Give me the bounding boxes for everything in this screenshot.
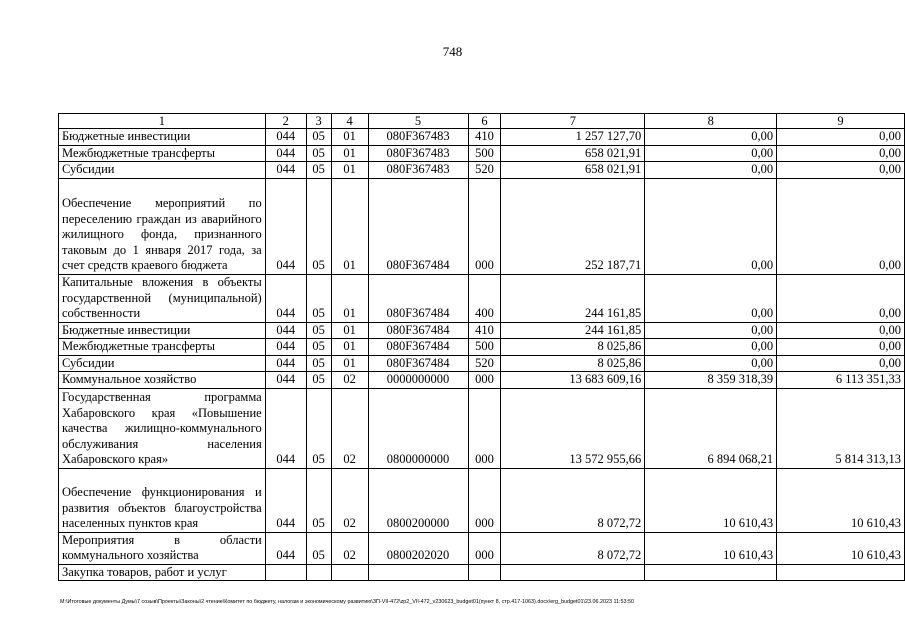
table-row (59, 372, 905, 389)
amount-2025-cell: 0,00 (777, 339, 905, 356)
row-name-cell: Государственная программа Хабаровского края «Повышение качества жилищно-коммунального обслуживания населения Хабаровского края» (59, 388, 266, 468)
target-article-cell: 0000000000 (368, 372, 468, 389)
ministry-code-cell: 044 (265, 178, 306, 274)
amount-2023-cell: 13 572 955,66 (501, 388, 645, 468)
expense-type-cell: 000 (468, 468, 501, 532)
section-cell: 05 (306, 372, 331, 389)
header-cell: 1 (59, 114, 266, 129)
expense-type-cell: 000 (468, 532, 501, 564)
target-article-cell: 080F367484 (368, 274, 468, 322)
expense-type-cell: 520 (468, 162, 501, 179)
expense-type-cell: 000 (468, 178, 501, 274)
amount-2025-cell: 0,00 (777, 178, 905, 274)
expense-type-cell: 520 (468, 355, 501, 372)
amount-2025-cell: 0,00 (777, 274, 905, 322)
subsection-cell: 01 (331, 145, 368, 162)
amount-2024-cell: 0,00 (645, 162, 777, 179)
amount-2023-cell (501, 564, 645, 581)
subsection-cell: 01 (331, 129, 368, 146)
table-header (59, 114, 905, 129)
amount-2023-cell: 244 161,85 (501, 322, 645, 339)
subsection-cell: 01 (331, 322, 368, 339)
section-cell: 05 (306, 355, 331, 372)
target-article-cell: 0800202020 (368, 532, 468, 564)
amount-2024-cell: 0,00 (645, 145, 777, 162)
amount-2023-cell: 8 025,86 (501, 355, 645, 372)
expense-type-cell (468, 564, 501, 581)
amount-2024-cell: 6 894 068,21 (645, 388, 777, 468)
ministry-code-cell: 044 (265, 145, 306, 162)
subsection-cell: 01 (331, 178, 368, 274)
subsection-cell: 02 (331, 532, 368, 564)
section-cell: 05 (306, 129, 331, 146)
amount-2025-cell: 6 113 351,33 (777, 372, 905, 389)
amount-2024-cell: 10 610,43 (645, 468, 777, 532)
ministry-code-cell: 044 (265, 129, 306, 146)
ministry-code-cell: 044 (265, 532, 306, 564)
table-row (59, 532, 905, 564)
budget-table (58, 113, 905, 581)
subsection-cell: 02 (331, 468, 368, 532)
table-row (59, 162, 905, 179)
section-cell (306, 564, 331, 581)
section-cell: 05 (306, 322, 331, 339)
ministry-code-cell: 044 (265, 162, 306, 179)
ministry-code-cell: 044 (265, 468, 306, 532)
header-cell: 5 (368, 114, 468, 129)
table-row (59, 145, 905, 162)
amount-2024-cell: 0,00 (645, 322, 777, 339)
target-article-cell: 080F367483 (368, 145, 468, 162)
header-cell: 6 (468, 114, 501, 129)
table-row (59, 178, 905, 274)
expense-type-cell: 410 (468, 322, 501, 339)
header-row (59, 114, 905, 129)
amount-2024-cell: 8 359 318,39 (645, 372, 777, 389)
table-row (59, 468, 905, 532)
row-name-cell: Капитальные вложения в объекты государственной (муниципальной) собственности (59, 274, 266, 322)
amount-2025-cell: 0,00 (777, 129, 905, 146)
amount-2023-cell: 252 187,71 (501, 178, 645, 274)
section-cell: 05 (306, 532, 331, 564)
ministry-code-cell: 044 (265, 372, 306, 389)
subsection-cell: 01 (331, 339, 368, 356)
target-article-cell: 080F367483 (368, 129, 468, 146)
row-name-cell: Обеспечение мероприятий по переселению граждан из аварийного жилищного фонда, признанного таковым до 1 января 2017 года, за счет средств краевого бюджета (59, 178, 266, 274)
footer-file-path: M:\Итоговые документы Думы\7 созыв\Проекты\Законы\2 чтение\Комитет по бюджету, налогам и экономическому развитию\ЗП-VII-472\zp2_VII-472_v230623_budget01(пункт 8, стр.417-1063).docx\erg_budget01\23.06.2023 11:53:50 (60, 599, 635, 605)
row-name-cell: Мероприятия в области коммунального хозяйства (59, 532, 266, 564)
target-article-cell: 080F367484 (368, 339, 468, 356)
table-row (59, 274, 905, 322)
section-cell: 05 (306, 388, 331, 468)
header-cell: 3 (306, 114, 331, 129)
expense-type-cell: 410 (468, 129, 501, 146)
table-row (59, 388, 905, 468)
section-cell: 05 (306, 468, 331, 532)
section-cell: 05 (306, 274, 331, 322)
amount-2025-cell: 0,00 (777, 322, 905, 339)
amount-2024-cell: 0,00 (645, 355, 777, 372)
target-article-cell: 080F367484 (368, 355, 468, 372)
subsection-cell: 02 (331, 372, 368, 389)
amount-2025-cell: 10 610,43 (777, 468, 905, 532)
amount-2023-cell: 244 161,85 (501, 274, 645, 322)
amount-2025-cell: 10 610,43 (777, 532, 905, 564)
row-name-cell: Субсидии (59, 355, 266, 372)
amount-2023-cell: 1 257 127,70 (501, 129, 645, 146)
row-name-cell: Межбюджетные трансферты (59, 145, 266, 162)
row-name-cell: Обеспечение функционирования и развития объектов благоустройства населенных пунктов края (59, 468, 266, 532)
expense-type-cell: 500 (468, 145, 501, 162)
amount-2023-cell: 658 021,91 (501, 145, 645, 162)
header-cell: 2 (265, 114, 306, 129)
target-article-cell: 0800200000 (368, 468, 468, 532)
amount-2025-cell: 5 814 313,13 (777, 388, 905, 468)
amount-2025-cell (777, 564, 905, 581)
amount-2024-cell: 0,00 (645, 274, 777, 322)
section-cell: 05 (306, 162, 331, 179)
target-article-cell: 080F367484 (368, 322, 468, 339)
target-article-cell: 0800000000 (368, 388, 468, 468)
subsection-cell (331, 564, 368, 581)
amount-2025-cell: 0,00 (777, 162, 905, 179)
row-name-cell: Субсидии (59, 162, 266, 179)
amount-2024-cell: 0,00 (645, 339, 777, 356)
header-cell: 7 (501, 114, 645, 129)
row-name-cell: Бюджетные инвестиции (59, 129, 266, 146)
section-cell: 05 (306, 145, 331, 162)
ministry-code-cell: 044 (265, 355, 306, 372)
expense-type-cell: 000 (468, 388, 501, 468)
section-cell: 05 (306, 178, 331, 274)
amount-2023-cell: 8 072,72 (501, 468, 645, 532)
header-cell: 4 (331, 114, 368, 129)
row-name-cell: Межбюджетные трансферты (59, 339, 266, 356)
table-row (59, 339, 905, 356)
amount-2025-cell: 0,00 (777, 145, 905, 162)
expense-type-cell: 500 (468, 339, 501, 356)
page-number: 748 (442, 44, 463, 59)
row-name-cell: Коммунальное хозяйство (59, 372, 266, 389)
table-row (59, 322, 905, 339)
ministry-code-cell: 044 (265, 388, 306, 468)
expense-type-cell: 400 (468, 274, 501, 322)
target-article-cell (368, 564, 468, 581)
table-row (59, 355, 905, 372)
table-row (59, 129, 905, 146)
row-name-cell: Закупка товаров, работ и услуг (59, 564, 266, 581)
target-article-cell: 080F367484 (368, 178, 468, 274)
table-body (59, 129, 905, 581)
target-article-cell: 080F367483 (368, 162, 468, 179)
expense-type-cell: 000 (468, 372, 501, 389)
amount-2025-cell: 0,00 (777, 355, 905, 372)
row-name-cell: Бюджетные инвестиции (59, 322, 266, 339)
ministry-code-cell: 044 (265, 339, 306, 356)
amount-2023-cell: 8 072,72 (501, 532, 645, 564)
amount-2024-cell: 0,00 (645, 129, 777, 146)
ministry-code-cell: 044 (265, 322, 306, 339)
subsection-cell: 01 (331, 274, 368, 322)
header-cell: 9 (777, 114, 905, 129)
section-cell: 05 (306, 339, 331, 356)
table-row (59, 564, 905, 581)
ministry-code-cell: 044 (265, 274, 306, 322)
amount-2023-cell: 658 021,91 (501, 162, 645, 179)
amount-2024-cell (645, 564, 777, 581)
amount-2024-cell: 10 610,43 (645, 532, 777, 564)
subsection-cell: 01 (331, 162, 368, 179)
amount-2023-cell: 13 683 609,16 (501, 372, 645, 389)
ministry-code-cell (265, 564, 306, 581)
amount-2024-cell: 0,00 (645, 178, 777, 274)
header-cell: 8 (645, 114, 777, 129)
amount-2023-cell: 8 025,86 (501, 339, 645, 356)
subsection-cell: 01 (331, 355, 368, 372)
subsection-cell: 02 (331, 388, 368, 468)
